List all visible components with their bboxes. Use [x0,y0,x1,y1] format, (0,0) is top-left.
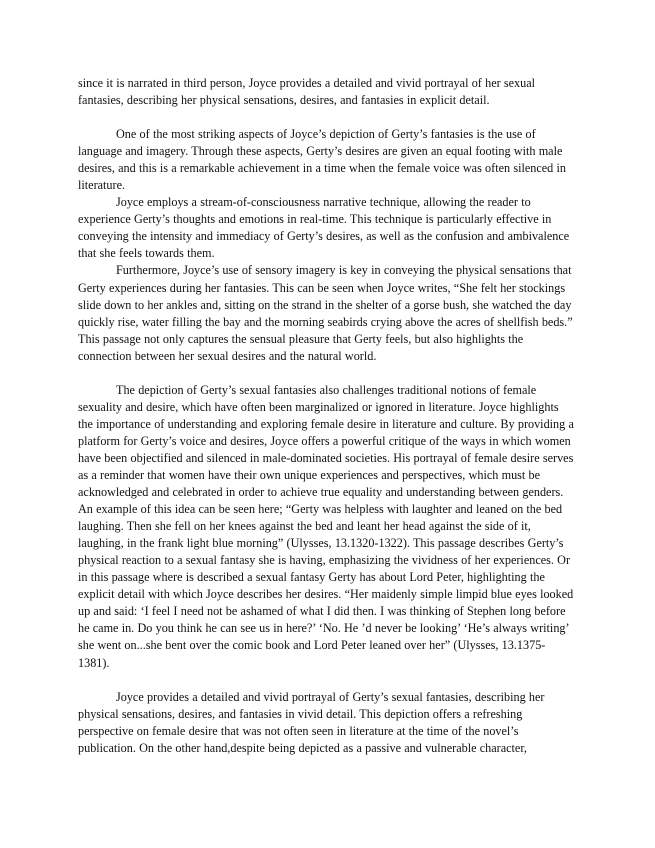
paragraph-6: Joyce provides a detailed and vivid portrayal of Gerty’s sexual fantasies, describing her physical sensations, desires, and fantasies in vivid detail. This depiction offers a refreshing perspective on female desire that was not often seen in literature at the time of the novel’s publication. On the other hand,despite being depicted as a passive and vulnerable character, [78,689,545,755]
paragraph-1: since it is narrated in third person, Joyce provides a detailed and vivid portrayal of her sexual fantasies, describing her physical sensations, desires, and fantasies in explicit detail. [78,76,536,108]
paragraph-5: The depiction of Gerty’s sexual fantasies also challenges traditional notions of female sexuality and desire, which have often been marginalized or ignored in literature. Joyce highlights the importance of understanding and exploring female desire in literature and culture. By providing a platform for Gerty’s voice and desires, Joyce offers a powerful critique of the ways in which women have been objectified and silenced in male-dominated societies. His portrayal of female desire serves as a reminder that women have their own unique experiences and perspectives, which must be acknowledged and celebrated in order to achieve true equality and understanding between genders. An example of this idea can be seen here; “Gerty was helpless with laughter and leaned on the bed laughing. Then she fell on her knees against the bed and leant her head against the side of it, laughing, in the frank light blue morning” (Ulysses, 13.1320-1322). This passage describes Gerty’s physical reaction to a sexual fantasy she is having, emphasizing the vividness of her experiences. Or in this passage where is described a sexual fantasy Gerty has about Lord Peter, highlighting the explicit detail with which Joyce describes her desires. “Her maidenly simple limpid blue eyes looked up and said: ‘I feel I need not be ashamed of what I did then. I was thinking of Stephen long before he came in. Do you think he can see us in here?’ ‘No. He ’d never be looking’ ‘He’s always writing’ she went on...she bent over the comic book and Lord Peter leaned over her” (Ulysses, 13.1375-1381). [78,382,574,670]
paragraph-4: Furthermore, Joyce’s use of sensory imagery is key in conveying the physical sensations that Gerty experiences during her fantasies. This can be seen when Joyce writes, “She felt her stockings slide down to her ankles and, sitting on the strand in the shelter of a gorse bush, she watched the day quickly rise, water filling the bay and the morning seabirds crying above the acres of shellfish beds.” This passage not only captures the sensual pleasure that Gerty feels, but also highlights the connection between her sexual desires and the natural world. [78,263,573,363]
paragraph-2: One of the most striking aspects of Joyce’s depiction of Gerty’s fantasies is the use of language and imagery. Through these aspects, Gerty’s desires are given an equal footing with male desires, and this is a remarkable achievement in a time when the female voice was often silenced in literature. [78,127,567,193]
document-page [78,75,574,757]
paragraph-3: Joyce employs a stream-of-consciousness narrative technique, allowing the reader to experience Gerty’s thoughts and emotions in real-time. This technique is particularly effective in conveying the intensity and immediacy of Gerty’s desires, as well as the confusion and ambivalence that she feels towards them. [78,195,570,261]
